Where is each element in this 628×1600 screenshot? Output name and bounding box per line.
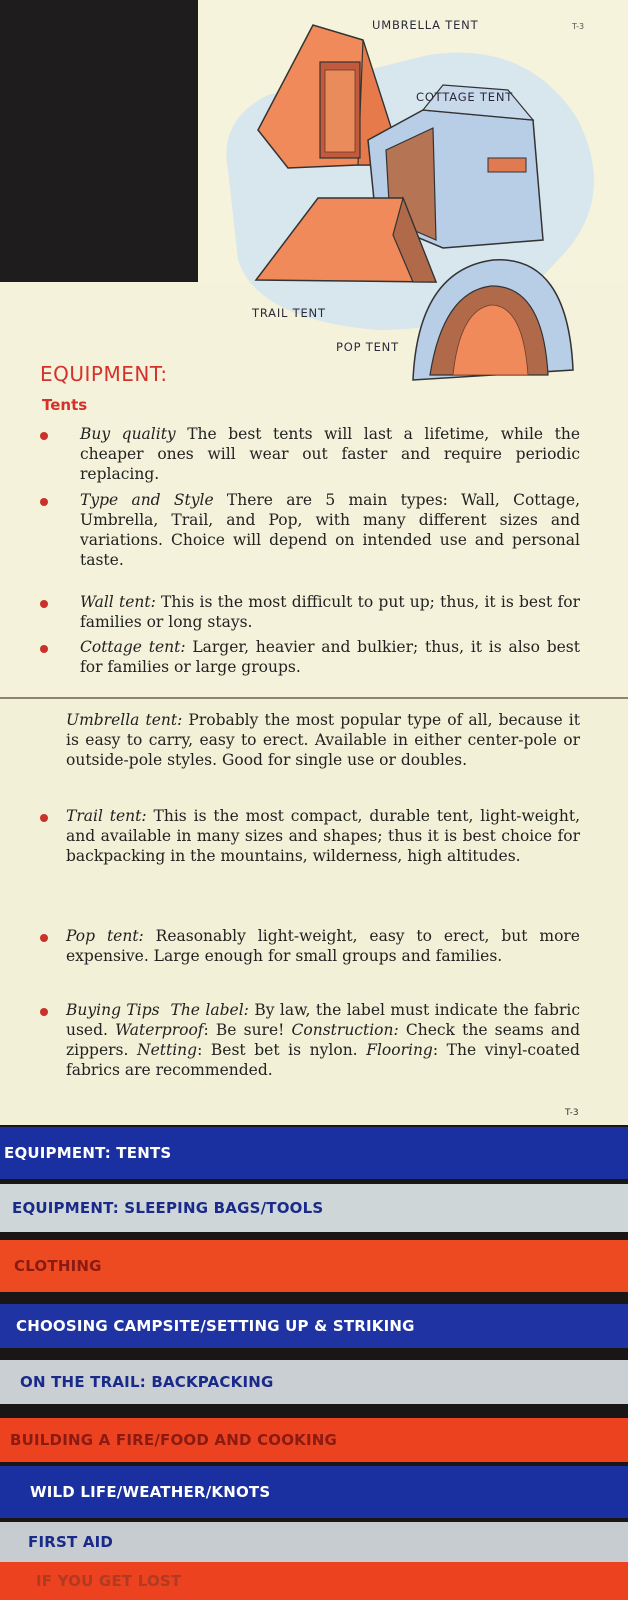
bullet-icon (40, 498, 48, 506)
section-title: EQUIPMENT: (40, 362, 168, 386)
tab-equipment-tents[interactable] (0, 1127, 628, 1179)
bullet-icon (40, 1008, 48, 1016)
page-code-top: T-3 (572, 22, 585, 31)
tab-on-the-trail-backpacking[interactable] (0, 1360, 628, 1404)
umbrella-tent-label: UMBRELLA TENT (372, 18, 479, 32)
tab-first-aid[interactable] (0, 1522, 628, 1562)
background-dark-area (0, 0, 198, 282)
item-cottage-tent: Cottage tent: Larger, heavier and bulkier; thus, it is also best for families or large groups. (80, 638, 580, 676)
tab-label: EQUIPMENT: SLEEPING BAGS/TOOLS (12, 1199, 324, 1217)
tab-choosing-campsite-setting-up-striking[interactable] (0, 1304, 628, 1348)
trail-tent-label: TRAIL TENT (252, 306, 326, 320)
bullet-icon (40, 814, 48, 822)
item-trail-tent: Trail tent: This is the most compact, durable tent, light-weight, and available in many sizes and shapes; thus it is best choice for backpacking in the mountains, wilderness, high altitudes. (66, 807, 580, 865)
tab-label: BUILDING A FIRE/FOOD AND COOKING (10, 1431, 338, 1449)
tents-illustration (198, 0, 628, 400)
tab-equipment-sleeping-bags-tools[interactable] (0, 1184, 628, 1232)
section-subtitle: Tents (42, 396, 88, 414)
item-wall-tent: Wall tent: This is the most difficult to put up; thus, it is best for families or long stays. (80, 593, 580, 631)
item-buying-tips: Buying Tips The label: By law, the label must indicate the fabric used. Waterproof: Be sure! Construction: Check the seams and zippers. Netting: Best bet is nylon. Flooring: The vinyl-coated fabrics are recommended. (66, 1001, 581, 1079)
item-type-and-style: Type and Style There are 5 main types: Wall, Cottage, Umbrella, Trail, and Pop, with many different sizes and variations. Choice will depend on intended use and personal taste. (80, 491, 580, 569)
item-buy-quality: Buy quality The best tents will last a lifetime, while the cheaper ones will wear out faster and require periodic replacing. (80, 425, 580, 483)
tab-building-a-fire-food-and-cooking[interactable] (0, 1418, 628, 1462)
cottage-tent-label: COTTAGE TENT (416, 90, 514, 104)
item-umbrella-tent: Umbrella tent: Probably the most popular type of all, because it is easy to carry, easy to erect. Available in either center-pole or outside-pole styles. Good for single use or doubles. (66, 711, 580, 769)
item-pop-tent: Pop tent: Reasonably light-weight, easy to erect, but more expensive. Large enough for small groups and families. (66, 927, 580, 965)
bullet-icon (40, 432, 48, 440)
tab-label: WILD LIFE/WEATHER/KNOTS (30, 1483, 271, 1501)
tab-label: ON THE TRAIL: BACKPACKING (20, 1373, 274, 1391)
tab-label: CLOTHING (14, 1257, 102, 1275)
bullet-icon (40, 600, 48, 608)
tab-label: FIRST AID (28, 1533, 114, 1551)
bullet-icon (40, 934, 48, 942)
tab-if-you-get-lost[interactable] (0, 1562, 628, 1600)
tab-label: IF YOU GET LOST (36, 1572, 182, 1590)
pop-tent-label: POP TENT (336, 340, 399, 354)
page-code-bottom: T-3 (565, 1108, 579, 1118)
tab-clothing[interactable] (0, 1240, 628, 1292)
tab-wild-life-weather-knots[interactable] (0, 1466, 628, 1518)
bullet-icon (40, 645, 48, 653)
tab-label: CHOOSING CAMPSITE/SETTING UP & STRIKING (16, 1317, 415, 1335)
tab-label: EQUIPMENT: TENTS (4, 1144, 172, 1162)
